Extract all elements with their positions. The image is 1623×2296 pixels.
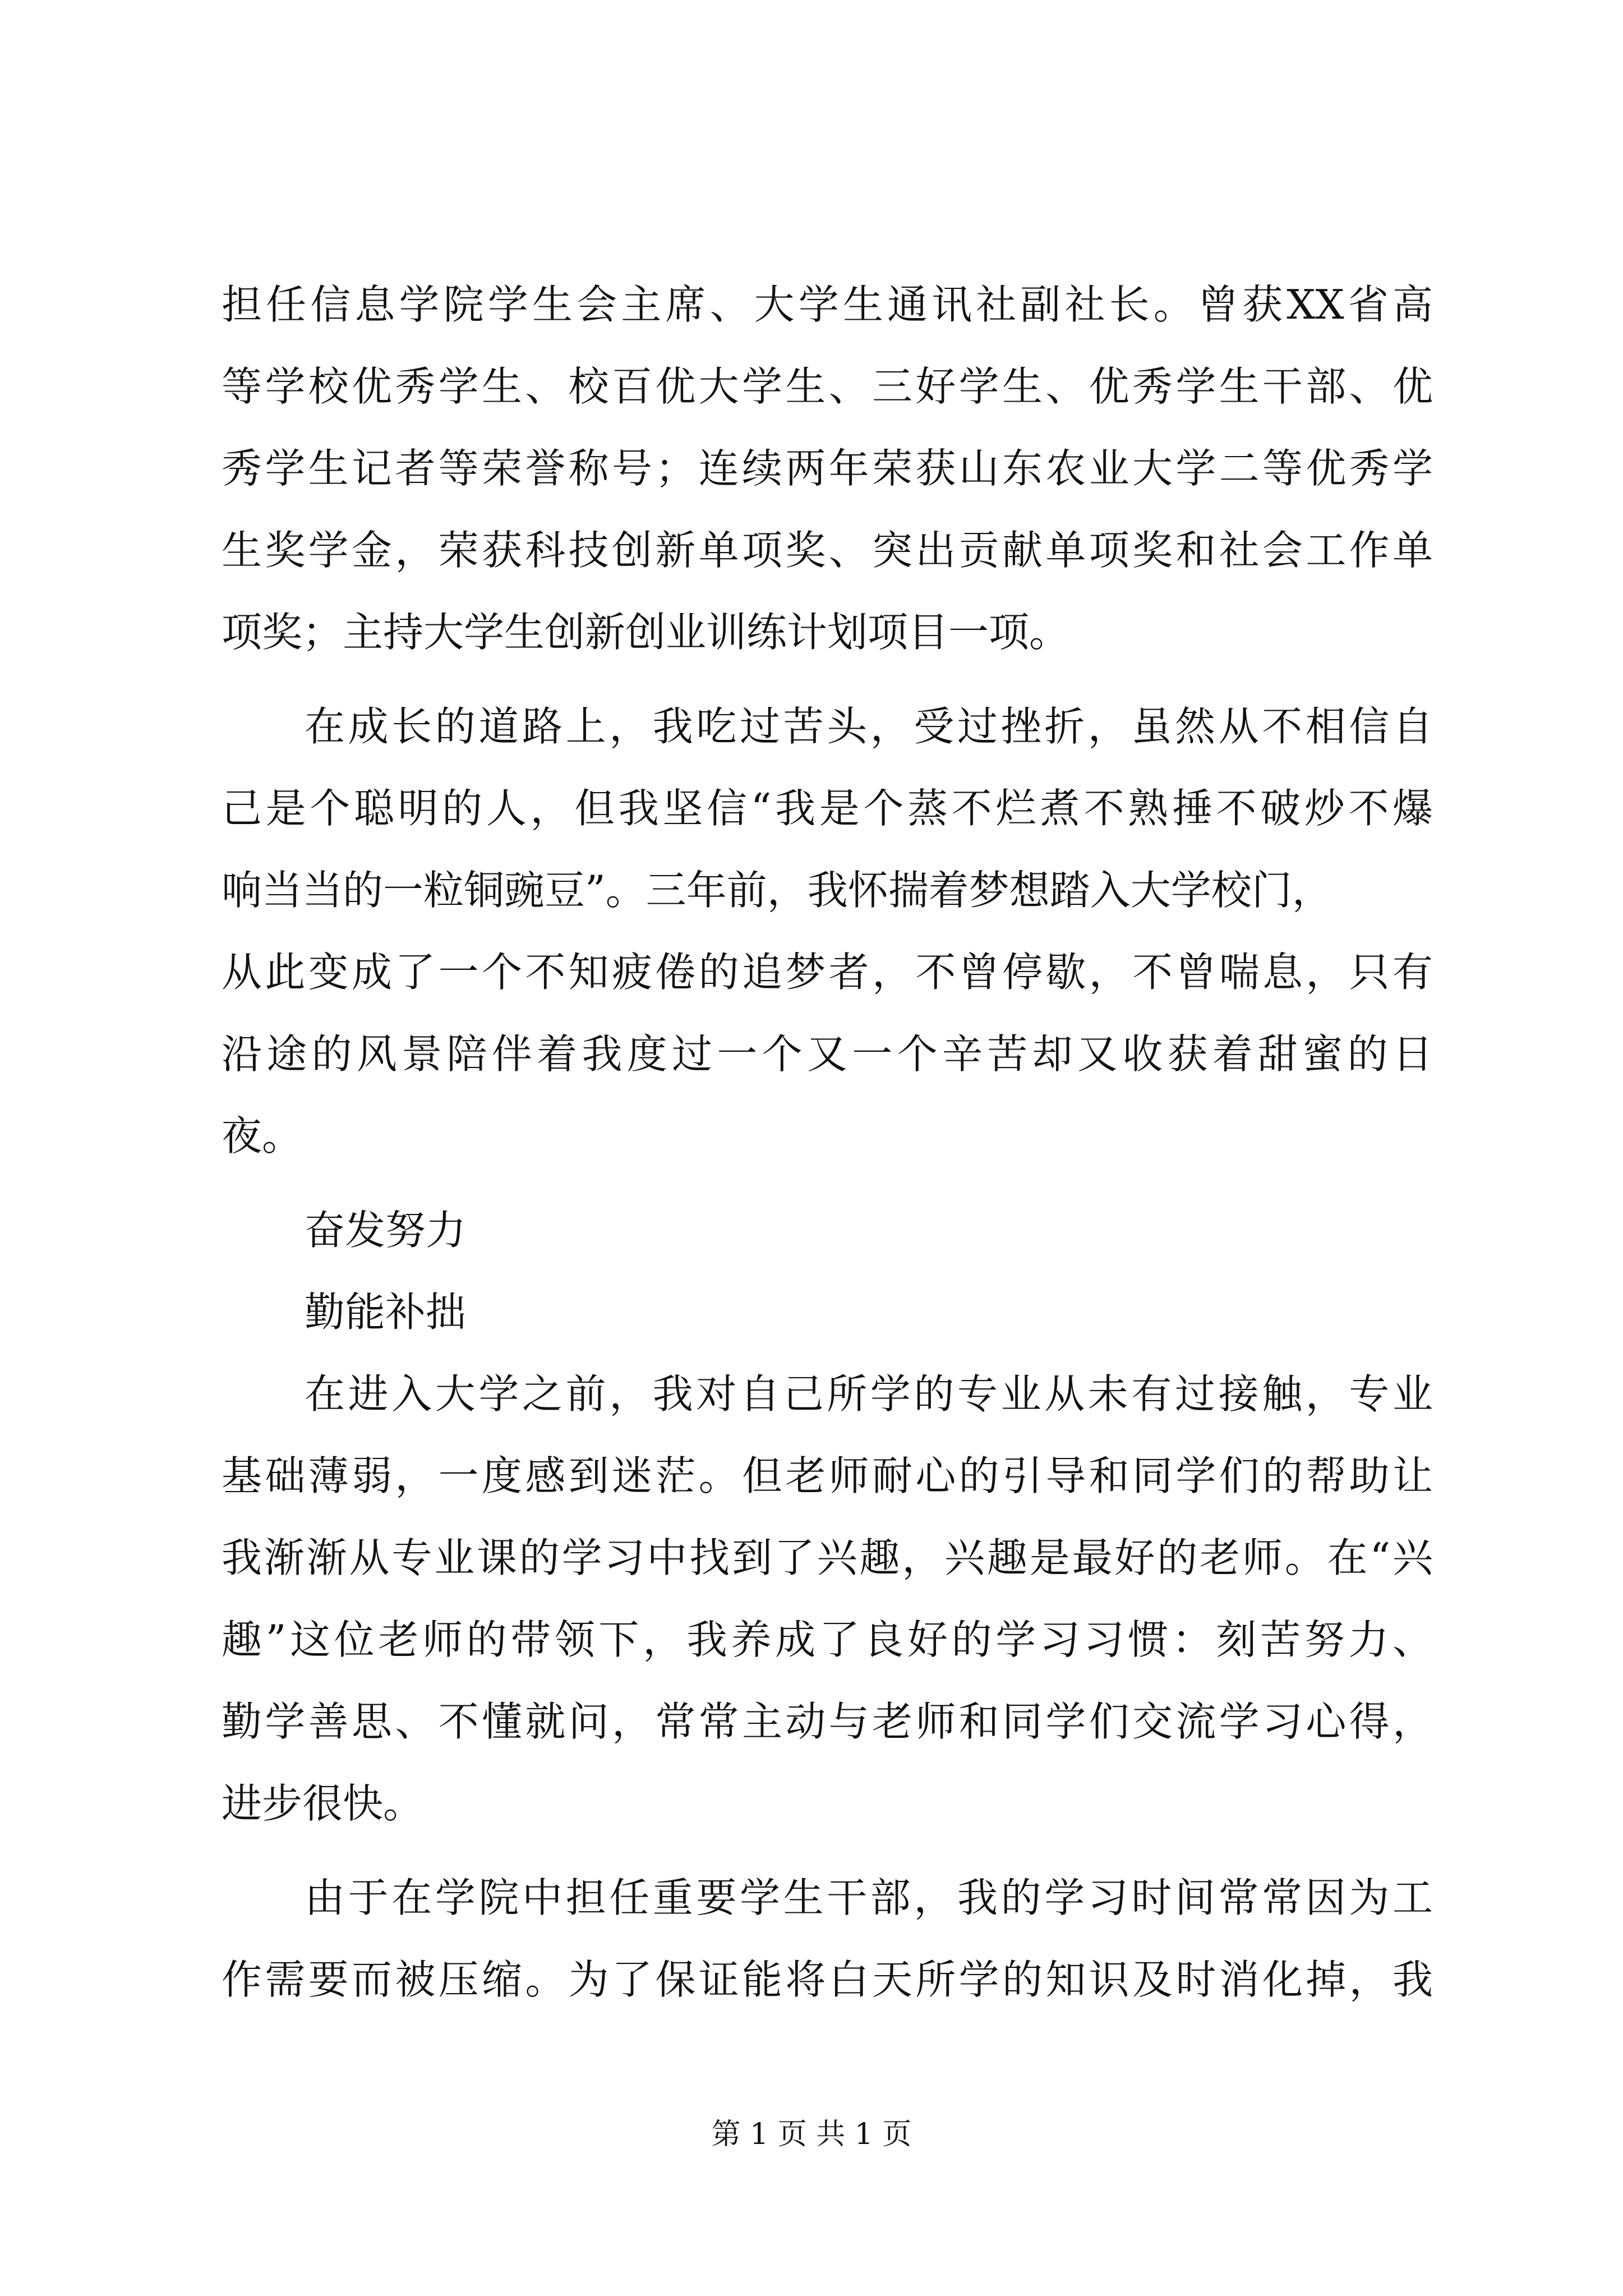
- text-line: 从此变成了一个不知疲倦的追梦者，不曾停歇，不曾喘息，只有: [222, 949, 1433, 996]
- section-heading: 勤能补拙: [305, 1289, 467, 1336]
- text-line: 担任信息学院学生会主席、大学生通讯社副社长。曾获XX省高: [222, 281, 1433, 328]
- text-line: 响当当的一粒铜豌豆”。三年前，我怀揣着梦想踏入大学校门，: [222, 867, 1332, 914]
- text-line: 项奖；主持大学生创新创业训练计划项目一项。: [222, 609, 1070, 656]
- text-line: 夜。: [222, 1112, 303, 1159]
- section-heading: 奋发努力: [305, 1207, 467, 1254]
- paragraph-first-line: 由于在学院中担任重要学生干部，我的学习时间常常因为工: [305, 1874, 1433, 1921]
- text-line: 生奖学金，荣获科技创新单项奖、突出贡献单项奖和社会工作单: [222, 527, 1433, 574]
- text-line: 秀学生记者等荣誉称号；连续两年荣获山东农业大学二等优秀学: [222, 445, 1433, 492]
- text-line: 沿途的风景陪伴着我度过一个又一个辛苦却又收获着甜蜜的日: [222, 1030, 1433, 1078]
- paragraph-first-line: 在成长的道路上，我吃过苦头，受过挫折，虽然从不相信自: [305, 703, 1433, 750]
- text-line: 等学校优秀学生、校百优大学生、三好学生、优秀学生干部、优: [222, 363, 1433, 410]
- text-line: 勤学善思、不懂就问，常常主动与老师和同学们交流学习心得，: [222, 1698, 1433, 1745]
- text-line: 基础薄弱，一度感到迷茫。但老师耐心的引导和同学们的帮助让: [222, 1452, 1433, 1499]
- text-line: 己是个聪明的人，但我坚信“我是个蒸不烂煮不熟捶不破炒不爆: [222, 785, 1433, 832]
- paragraph-first-line: 在进入大学之前，我对自己所学的专业从未有过接触，专业: [305, 1370, 1433, 1418]
- text-line: 趣”这位老师的带领下，我养成了良好的学习习惯：刻苦努力、: [222, 1616, 1433, 1663]
- document-body: [222, 264, 1433, 2021]
- text-line: 我渐渐从专业课的学习中找到了兴趣，兴趣是最好的老师。在“兴: [222, 1534, 1433, 1581]
- text-line: 作需要而被压缩。为了保证能将白天所学的知识及时消化掉，我: [222, 1956, 1433, 2003]
- page-footer: 第 1 页 共 1 页: [711, 2118, 912, 2151]
- text-line: 进步很快。: [222, 1780, 424, 1827]
